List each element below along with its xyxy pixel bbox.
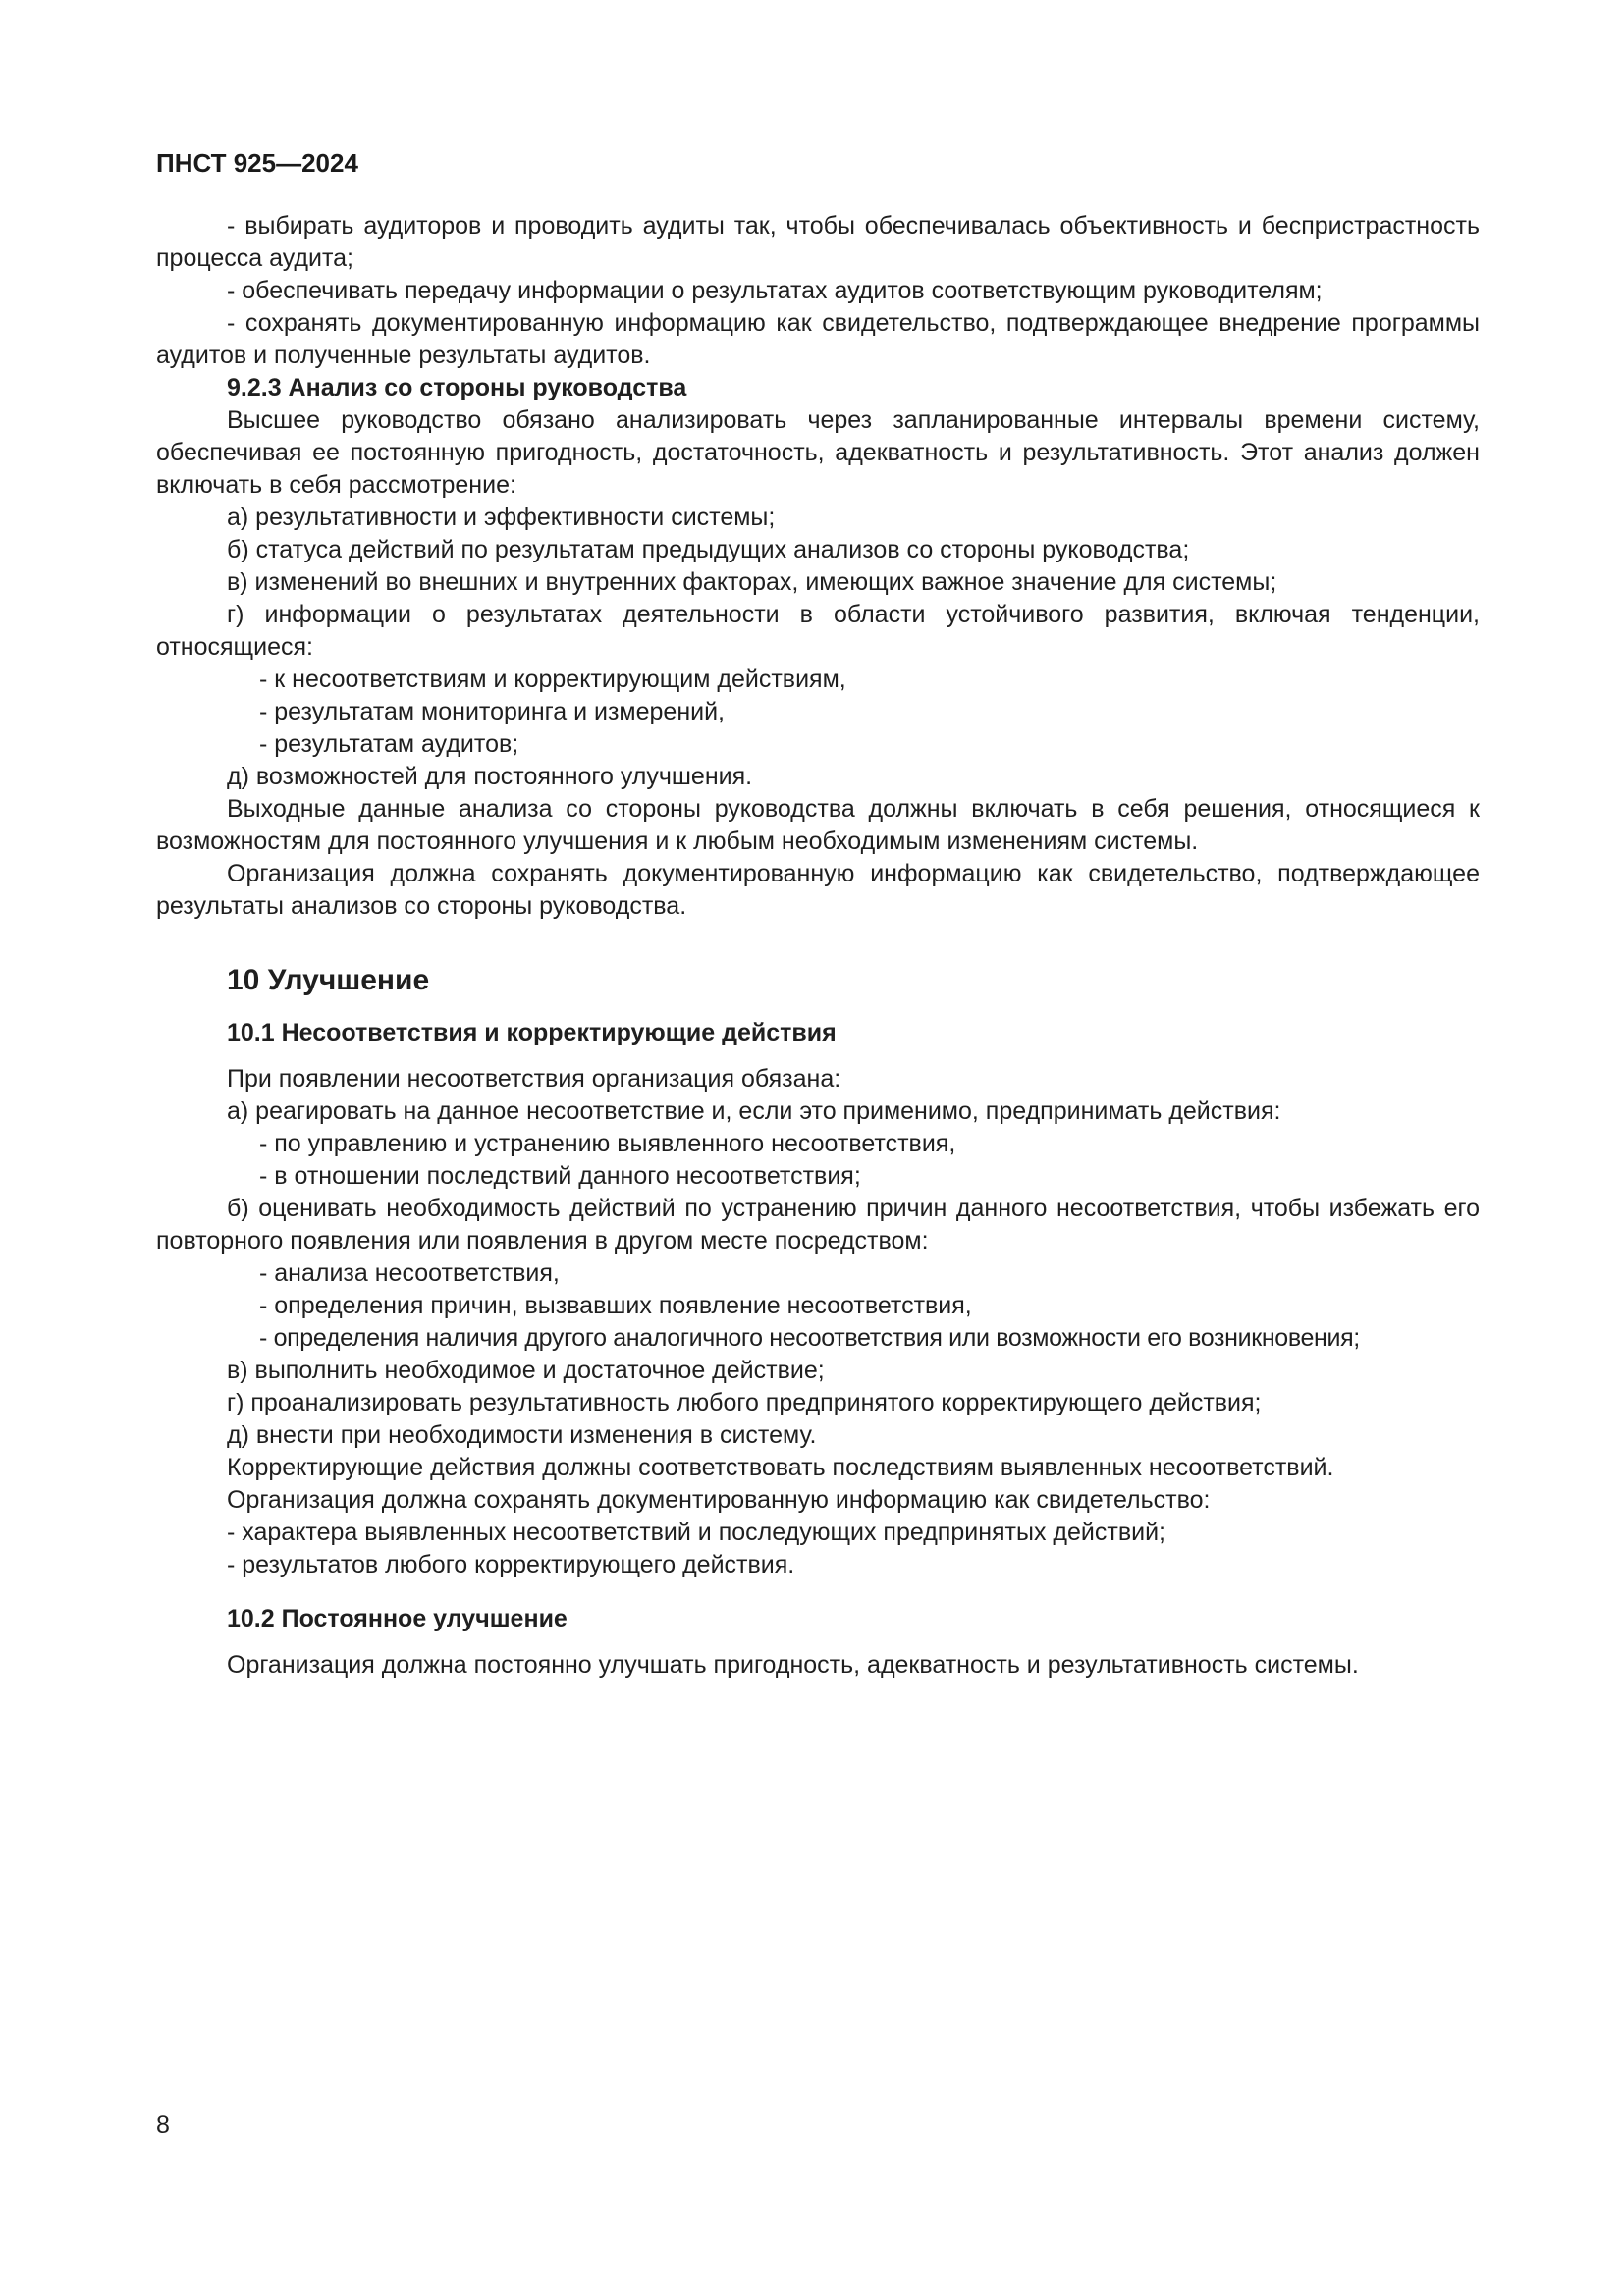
list-item: г) информации о результатах деятельности в области устойчивого развития, включая тенденции, относящиеся: [156, 601, 1480, 661]
paragraph-nonconformity-intro: При появлении несоответствия организация обязана: [227, 1065, 841, 1093]
list-item: а) реагировать на данное несоответствие и, если это применимо, предпринимать действия: [227, 1097, 1281, 1125]
sub-list-item: - в отношении последствий данного несоответствия; [259, 1162, 861, 1190]
paragraph-audit-selection: - выбирать аудиторов и проводить аудиты так, чтобы обеспечивалась объективность и беспристрастность процесса аудита; [156, 212, 1480, 272]
list-item: в) выполнить необходимое и достаточное действие; [227, 1357, 825, 1384]
list-item: д) внести при необходимости изменения в систему. [227, 1421, 817, 1449]
paragraph-review-output: Выходные данные анализа со стороны руководства должны включать в себя решения, относящиеся к возможностям для постоянного улучшения и к любым необходимым изменениям системы. [156, 795, 1480, 855]
paragraph-corrective-actions: Корректирующие действия должны соответствовать последствиям выявленных несоответствий. [227, 1454, 1334, 1481]
paragraph-audit-reporting: - обеспечивать передачу информации о результатах аудитов соответствующим руководителям; [227, 277, 1323, 304]
list-item: - характера выявленных несоответствий и последующих предпринятых действий; [227, 1519, 1165, 1546]
list-item: а) результативности и эффективности системы; [227, 504, 776, 531]
sub-list-item: - по управлению и устранению выявленного несоответствия, [259, 1130, 956, 1157]
page-number: 8 [156, 2111, 170, 2139]
page-content [156, 147, 1480, 1682]
paragraph-nonconformity-retention: Организация должна сохранять документированную информацию как свидетельство: [227, 1486, 1211, 1514]
list-item: б) оценивать необходимость действий по устранению причин данного несоответствия, чтобы избежать его повторного появления или появления в другом месте посредством: [156, 1195, 1480, 1255]
heading-10-2: 10.2 Постоянное улучшение [227, 1605, 568, 1632]
list-item: б) статуса действий по результатам предыдущих анализов со стороны руководства; [227, 536, 1190, 563]
list-item: - результатов любого корректирующего действия. [227, 1551, 795, 1578]
sub-list-item: - результатам аудитов; [259, 730, 519, 758]
paragraph-audit-retention: - сохранять документированную информацию как свидетельство, подтверждающее внедрение программы аудитов и полученные результаты аудитов. [156, 309, 1480, 369]
heading-9-2-3: 9.2.3 Анализ со стороны руководства [227, 374, 687, 401]
sub-list-item: - результатам мониторинга и измерений, [259, 698, 725, 725]
paragraph-continual-improvement: Организация должна постоянно улучшать пригодность, адекватность и результативность системы. [227, 1651, 1359, 1679]
heading-10-1: 10.1 Несоответствия и корректирующие действия [227, 1019, 837, 1046]
paragraph-review-intro: Высшее руководство обязано анализировать через запланированные интервалы времени систему, обеспечивая ее постоянную пригодность, достаточность, адекватность и результативность. Этот анализ должен включать в себя рассмотрение: [156, 406, 1480, 499]
paragraph-review-retention: Организация должна сохранять документированную информацию как свидетельство, подтверждающее результаты анализов со стороны руководства. [156, 860, 1480, 920]
document-id: ПНСТ 925—2024 [156, 148, 358, 178]
list-item: г) проанализировать результативность любого предпринятого корректирующего действия; [227, 1389, 1262, 1416]
list-item: д) возможностей для постоянного улучшения. [227, 763, 753, 790]
sub-list-item: - анализа несоответствия, [259, 1259, 560, 1287]
heading-section-10: 10 Улучшение [227, 964, 430, 996]
sub-list-item: - определения наличия другого аналогичного несоответствия или возможности его возникновения; [259, 1324, 1360, 1352]
list-item: в) изменений во внешних и внутренних факторах, имеющих важное значение для системы; [227, 568, 1277, 596]
sub-list-item: - определения причин, вызвавших появление несоответствия, [259, 1292, 972, 1319]
sub-list-item: - к несоответствиям и корректирующим действиям, [259, 666, 846, 693]
